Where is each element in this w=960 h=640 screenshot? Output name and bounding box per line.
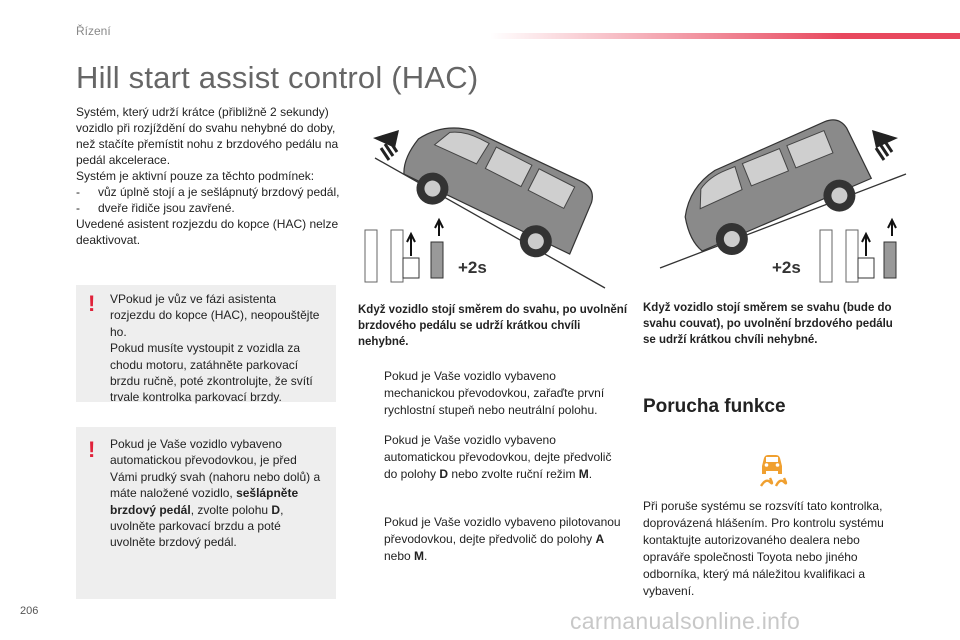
timer-badge: +2s (458, 258, 487, 277)
timer-badge: +2s (772, 258, 801, 277)
bullet-text-part: . (588, 467, 593, 481)
warning-2-text-part: , zvolte polohu (190, 502, 272, 517)
warning-icon: ! (88, 291, 96, 316)
van-icon (392, 118, 601, 272)
bullet-bold: M (414, 549, 425, 563)
section-label: Řízení (76, 24, 111, 38)
bullet-text: Pokud je Vaše vozidlo vybaveno mechanickou převodovkou, zařaďte první rychlostní stupeň nebo neutrální polohu. (384, 369, 605, 417)
bullet-bold: D (439, 467, 449, 481)
pedals-icon (820, 220, 896, 282)
bullet-text-part: Pokud je Vaše vozidlo vybaveno pilotovanou převodovkou, dejte předvolič do polohy (384, 515, 621, 546)
uphill-van-illustration (355, 118, 625, 290)
page-number: 206 (20, 605, 39, 617)
intro-paragraph-1: Systém, který udrží krátce (přibližně 2 sekundy) vozidlo při rozjíždění do svahu nehybné do doby, než stačíte přemístit nohu z brzdového pedálu na pedál akcelerace. (76, 105, 339, 167)
bullet-text (384, 514, 622, 565)
condition-1: vůz úplně stojí a je sešlápnutý brzdový pedál, (98, 185, 340, 199)
list-dash: - (76, 185, 80, 199)
warning-1-line-1: VPokud je vůz ve fázi asistenta rozjezdu do kopce (HAC), neopouštějte ho. (110, 292, 320, 339)
intro-paragraph-3: Uvedené asistent rozjezdu do kopce (HAC) nelze deaktivovat. (76, 217, 339, 247)
bullet-icon (360, 514, 384, 565)
fault-title: Porucha funkce (643, 396, 786, 417)
page-title: Hill start assist control (HAC) (76, 60, 479, 95)
list-item (360, 514, 622, 565)
warning-box-2 (76, 427, 336, 599)
bullet-icon (360, 368, 384, 419)
list-dash: - (76, 201, 80, 215)
warning-2-text-part: , uvolněte parkovací brzdu a poté uvolněte brzdový pedál. (110, 502, 284, 550)
bullet-text-part: nebo (384, 549, 415, 563)
list-item (360, 432, 622, 483)
condition-item (76, 200, 346, 216)
warning-2-bold: sešlápněte brzdový pedál (110, 486, 299, 517)
bullet-icon (360, 432, 384, 483)
list-item (360, 368, 622, 419)
warning-2-text (110, 436, 322, 551)
condition-2: dveře řidiče jsou zavřené. (98, 201, 235, 215)
skid-warning-icon (752, 450, 792, 490)
slope-arrow-icon (373, 130, 399, 160)
fault-text: Při poruše systému se rozsvítí tato kontrolka, doprovázená hlášením. Pro kontrolu systému kontaktujte autorizovaného dealera nebo opraváře společnosti Toyota nebo jiného odborníka, který má náležitou kvalifikaci a vybavení. (643, 499, 884, 598)
intro-paragraph-2: Systém je aktivní pouze za těchto podmínek: (76, 169, 315, 183)
condition-item (76, 184, 346, 200)
bullet-bold: A (595, 532, 605, 546)
warning-box-1 (76, 285, 336, 405)
warning-2-bold: D (271, 502, 281, 517)
warning-1-text (110, 291, 322, 406)
bullet-text-part: nebo zvolte ruční režim (448, 467, 579, 481)
caption-downhill: Když vozidlo stojí směrem se svahu (bude do svahu couvat), po uvolnění brzdového pedálu se udrží krátkou chvíli nehybné. (643, 302, 893, 346)
bullet-bold: M (578, 467, 589, 481)
warning-2-text-part: Pokud je Vaše vozidlo vybaveno automatickou převodovkou, je před Vámi prudký svah (nahoru nebo dolů) a máte naložené vozidlo, (110, 437, 321, 501)
warning-icon: ! (88, 437, 96, 462)
caption-uphill: Když vozidlo stojí směrem do svahu, po uvolnění brzdového pedálu se udrží krátkou chvíli nehybné. (358, 304, 628, 348)
bullet-text (384, 432, 622, 483)
watermark: carmanualsonline.info (570, 608, 801, 634)
van-icon (670, 118, 879, 268)
bullet-text-part: Pokud je Vaše vozidlo vybaveno automatickou převodovkou, dejte předvolič do polohy (384, 433, 612, 481)
slope-arrow-icon (872, 130, 898, 160)
header-rule (490, 33, 960, 39)
warning-1-line-2: Pokud musíte vystoupit z vozidla za chodu motoru, zatáhněte parkovací brzdu ručně, poté zkontrolujte, že svítí trvale kontrolka parkovací brzdy. (110, 341, 313, 405)
bullet-text-part: . (424, 549, 428, 563)
intro-text (76, 104, 346, 248)
pedals-icon (365, 220, 443, 282)
